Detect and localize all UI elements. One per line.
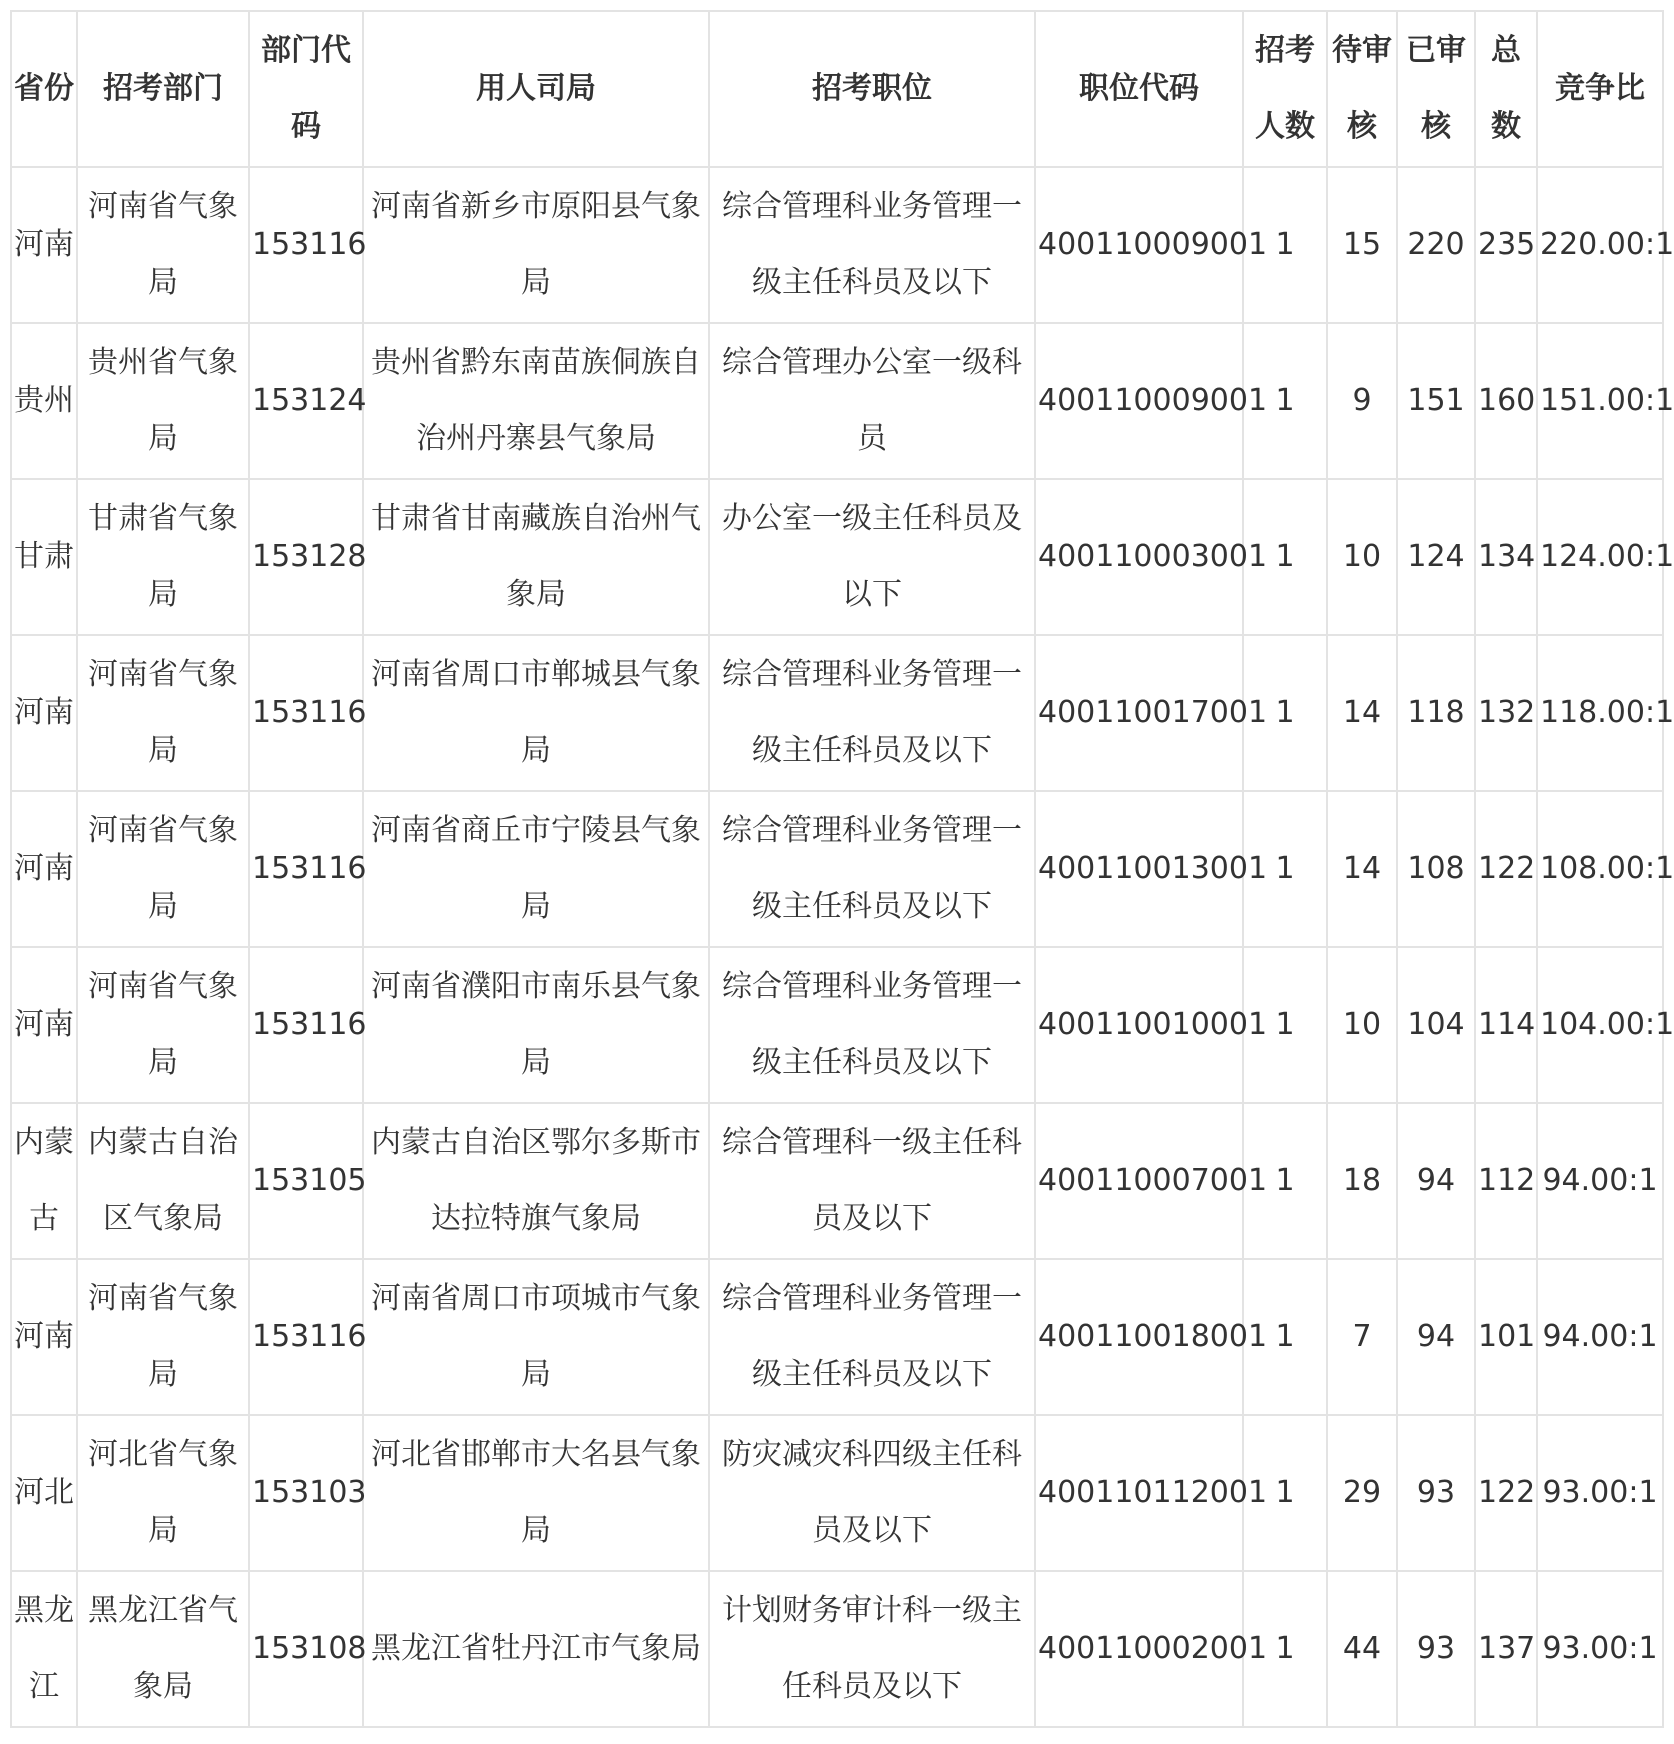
cell-competition-ratio: 220.00:1 [1537,167,1663,323]
table-row [11,635,1663,791]
cell-reviewed: 93 [1397,1571,1475,1727]
cell-position: 综合管理科业务管理一级主任科员及以下 [709,947,1035,1103]
recruitment-table [10,10,1674,1728]
cell-total: 101 [1475,1259,1537,1415]
cell-reviewed: 220 [1397,167,1475,323]
cell-employing-bureau: 河南省周口市项城市气象局 [363,1259,709,1415]
cell-position: 综合管理科业务管理一级主任科员及以下 [709,635,1035,791]
table-row [11,1415,1663,1571]
cell-position-code: 400110112001 [1035,1415,1243,1571]
table-row [11,167,1663,323]
cell-province: 河南 [11,635,77,791]
cell-position-code: 400110002001 [1035,1571,1243,1727]
cell-competition-ratio: 94.00:1 [1537,1259,1663,1415]
cell-employing-bureau: 贵州省黔东南苗族侗族自治州丹寨县气象局 [363,323,709,479]
cell-total: 134 [1475,479,1537,635]
header-row [11,11,1663,167]
cell-reviewed: 94 [1397,1259,1475,1415]
cell-employing-bureau: 内蒙古自治区鄂尔多斯市达拉特旗气象局 [363,1103,709,1259]
cell-competition-ratio: 118.00:1 [1537,635,1663,791]
cell-department-code: 153105 [249,1103,363,1259]
cell-department-code: 153124 [249,323,363,479]
cell-province: 河南 [11,1259,77,1415]
table-row [11,479,1663,635]
header-province: 省份 [11,11,77,167]
cell-province: 内蒙古 [11,1103,77,1259]
table-body [11,167,1674,1727]
cell-province: 河南 [11,167,77,323]
table-row [11,323,1663,479]
cell-openings: 1 [1243,635,1327,791]
table-row [11,1103,1663,1259]
cell-total: 235 [1475,167,1537,323]
cell-department: 黑龙江省气象局 [77,1571,249,1727]
cell-position: 办公室一级主任科员及以下 [709,479,1035,635]
cell-total: 122 [1475,1415,1537,1571]
cell-competition-ratio: 93.00:1 [1537,1571,1663,1727]
cell-province: 贵州 [11,323,77,479]
cell-department-code: 153116 [249,947,363,1103]
header-employing-bureau: 用人司局 [363,11,709,167]
cell-position-code: 400110017001 [1035,635,1243,791]
cell-employing-bureau: 黑龙江省牡丹江市气象局 [363,1571,709,1727]
cell-position-code: 400110007001 [1035,1103,1243,1259]
cell-position-code: 400110009001 [1035,167,1243,323]
cell-competition-ratio: 124.00:1 [1537,479,1663,635]
cell-openings: 1 [1243,1571,1327,1727]
cell-employing-bureau: 河南省新乡市原阳县气象局 [363,167,709,323]
cell-department: 河南省气象局 [77,791,249,947]
table-row [11,791,1663,947]
cell-department: 河南省气象局 [77,167,249,323]
cell-openings: 1 [1243,323,1327,479]
cell-openings: 1 [1243,1103,1327,1259]
cell-department: 河南省气象局 [77,1259,249,1415]
cell-reviewed: 151 [1397,323,1475,479]
cell-department-code: 153116 [249,791,363,947]
cell-department: 甘肃省气象局 [77,479,249,635]
cell-reviewed: 108 [1397,791,1475,947]
cell-department-code: 153128 [249,479,363,635]
cell-pending-review: 10 [1327,947,1397,1103]
cell-department: 内蒙古自治区气象局 [77,1103,249,1259]
cell-total: 122 [1475,791,1537,947]
cell-province: 河南 [11,947,77,1103]
cell-employing-bureau: 河南省商丘市宁陵县气象局 [363,791,709,947]
cell-openings: 1 [1243,1415,1327,1571]
cell-position: 综合管理科业务管理一级主任科员及以下 [709,167,1035,323]
cell-province: 甘肃 [11,479,77,635]
cell-pending-review: 10 [1327,479,1397,635]
cell-position-code: 400110010001 [1035,947,1243,1103]
header-total: 总数 [1475,11,1537,167]
cell-reviewed: 94 [1397,1103,1475,1259]
cell-pending-review: 44 [1327,1571,1397,1727]
cell-competition-ratio: 93.00:1 [1537,1415,1663,1571]
cell-pending-review: 7 [1327,1259,1397,1415]
cell-position: 计划财务审计科一级主任科员及以下 [709,1571,1035,1727]
cell-pending-review: 29 [1327,1415,1397,1571]
cell-department-code: 153116 [249,635,363,791]
cell-openings: 1 [1243,479,1327,635]
cell-total: 112 [1475,1103,1537,1259]
cell-reviewed: 124 [1397,479,1475,635]
cell-pending-review: 18 [1327,1103,1397,1259]
cell-position: 综合管理科业务管理一级主任科员及以下 [709,791,1035,947]
cell-position-code: 400110013001 [1035,791,1243,947]
cell-openings: 1 [1243,167,1327,323]
cell-position: 综合管理科业务管理一级主任科员及以下 [709,1259,1035,1415]
header-competition-ratio: 竞争比 [1537,11,1663,167]
cell-pending-review: 15 [1327,167,1397,323]
header-department: 招考部门 [77,11,249,167]
cell-province: 河北 [11,1415,77,1571]
cell-department: 贵州省气象局 [77,323,249,479]
cell-province: 黑龙江 [11,1571,77,1727]
cell-openings: 1 [1243,947,1327,1103]
cell-competition-ratio: 104.00:1 [1537,947,1663,1103]
cell-reviewed: 93 [1397,1415,1475,1571]
cell-openings: 1 [1243,1259,1327,1415]
cell-department-code: 153108 [249,1571,363,1727]
cell-competition-ratio: 94.00:1 [1537,1103,1663,1259]
cell-position-code: 400110018001 [1035,1259,1243,1415]
cell-province: 河南 [11,791,77,947]
header-reviewed: 已审核 [1397,11,1475,167]
cell-reviewed: 118 [1397,635,1475,791]
cell-employing-bureau: 河南省濮阳市南乐县气象局 [363,947,709,1103]
cell-total: 132 [1475,635,1537,791]
table-row [11,1259,1663,1415]
cell-position-code: 400110009001 [1035,323,1243,479]
header-openings: 招考人数 [1243,11,1327,167]
cell-position: 综合管理办公室一级科员 [709,323,1035,479]
cell-employing-bureau: 甘肃省甘南藏族自治州气象局 [363,479,709,635]
cell-department-code: 153116 [249,1259,363,1415]
cell-pending-review: 14 [1327,791,1397,947]
cell-openings: 1 [1243,791,1327,947]
header-department-code: 部门代码 [249,11,363,167]
cell-pending-review: 14 [1327,635,1397,791]
cell-department: 河南省气象局 [77,947,249,1103]
cell-total: 160 [1475,323,1537,479]
cell-competition-ratio: 151.00:1 [1537,323,1663,479]
cell-pending-review: 9 [1327,323,1397,479]
cell-total: 137 [1475,1571,1537,1727]
header-position-code: 职位代码 [1035,11,1243,167]
cell-department: 河南省气象局 [77,635,249,791]
cell-employing-bureau: 河南省周口市郸城县气象局 [363,635,709,791]
table-row [11,947,1663,1103]
cell-position: 防灾减灾科四级主任科员及以下 [709,1415,1035,1571]
cell-department-code: 153103 [249,1415,363,1571]
cell-competition-ratio: 108.00:1 [1537,791,1663,947]
cell-department: 河北省气象局 [77,1415,249,1571]
header-position: 招考职位 [709,11,1035,167]
table-row [11,1571,1663,1727]
cell-employing-bureau: 河北省邯郸市大名县气象局 [363,1415,709,1571]
cell-reviewed: 104 [1397,947,1475,1103]
cell-position-code: 400110003001 [1035,479,1243,635]
cell-total: 114 [1475,947,1537,1103]
cell-department-code: 153116 [249,167,363,323]
header-pending-review: 待审核 [1327,11,1397,167]
cell-position: 综合管理科一级主任科员及以下 [709,1103,1035,1259]
